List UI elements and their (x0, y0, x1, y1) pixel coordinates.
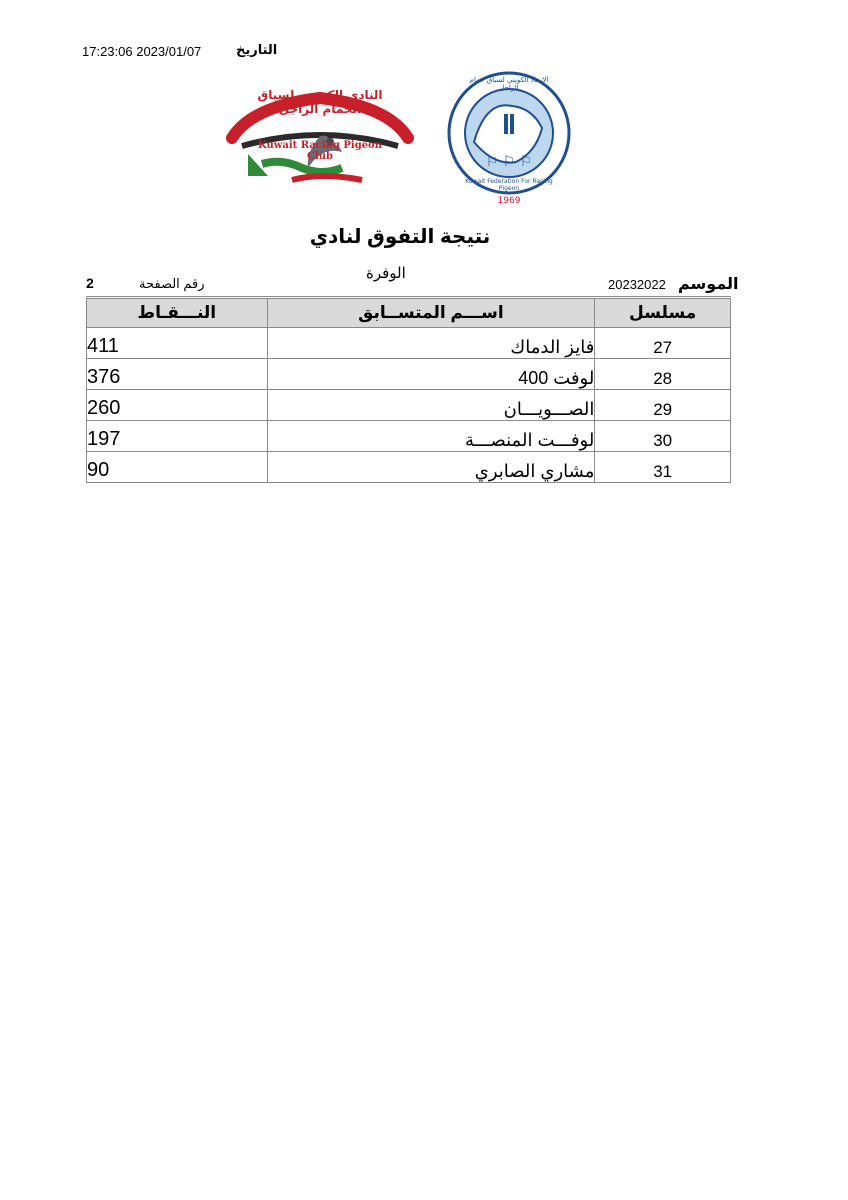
row-serial: 28 (595, 359, 731, 390)
table-row (87, 328, 731, 359)
row-points: 90 (87, 452, 268, 483)
federation-logo-text: الاتحاد الكويتي لسباق حمام الزاجل (469, 76, 549, 92)
row-points: 197 (87, 421, 268, 452)
row-name: لوفـــت المنصـــة (267, 421, 595, 452)
table-row (87, 421, 731, 452)
row-name: مشاري الصابري (267, 452, 595, 483)
page-title (0, 224, 800, 249)
header-points: النـــقـاط (87, 298, 268, 328)
row-points: 260 (87, 390, 268, 421)
date-label: التاريخ (236, 42, 278, 57)
club-logo (222, 84, 418, 194)
club-logo-text: النادي الكويتي لسباق الحمام الزاجل (257, 88, 383, 116)
season-value: 20232022 (608, 277, 666, 292)
table-header-row (87, 298, 731, 328)
club-name: الوفرة (366, 265, 406, 282)
row-serial: 27 (595, 328, 731, 359)
page-number-value: 2 (86, 275, 94, 291)
table-row (87, 452, 731, 483)
row-serial: 31 (595, 452, 731, 483)
results-table (86, 296, 731, 483)
table-row (87, 359, 731, 390)
row-points: 411 (87, 328, 268, 359)
page-title-text: نتيجة التفوق لنادي (309, 226, 491, 248)
page-number-label: رقم الصفحة (139, 276, 205, 291)
header-name: اســـم المتســابق (267, 298, 595, 328)
row-name: فايز الدماك (267, 328, 595, 359)
row-serial: 29 (595, 390, 731, 421)
federation-logo (446, 70, 572, 206)
header-serial: مسلسل (595, 298, 731, 328)
row-name: الصـــويـــان (267, 390, 595, 421)
date-value: 17:23:06 2023/01/07 (82, 44, 202, 59)
season-label: الموسم (678, 276, 739, 293)
table-row (87, 390, 731, 421)
svg-text:⚐ ⚐ ⚐: ⚐ ⚐ ⚐ (485, 154, 533, 170)
row-serial: 30 (595, 421, 731, 452)
federation-logo-english: Kuwait Federation For Racing Pigeon (465, 178, 553, 192)
club-logo-english: Kuwait Racing Pigeon Club (258, 140, 382, 162)
svg-text:1969: 1969 (497, 196, 521, 206)
row-points: 376 (87, 359, 268, 390)
row-name: لوفت 400 (267, 359, 595, 390)
